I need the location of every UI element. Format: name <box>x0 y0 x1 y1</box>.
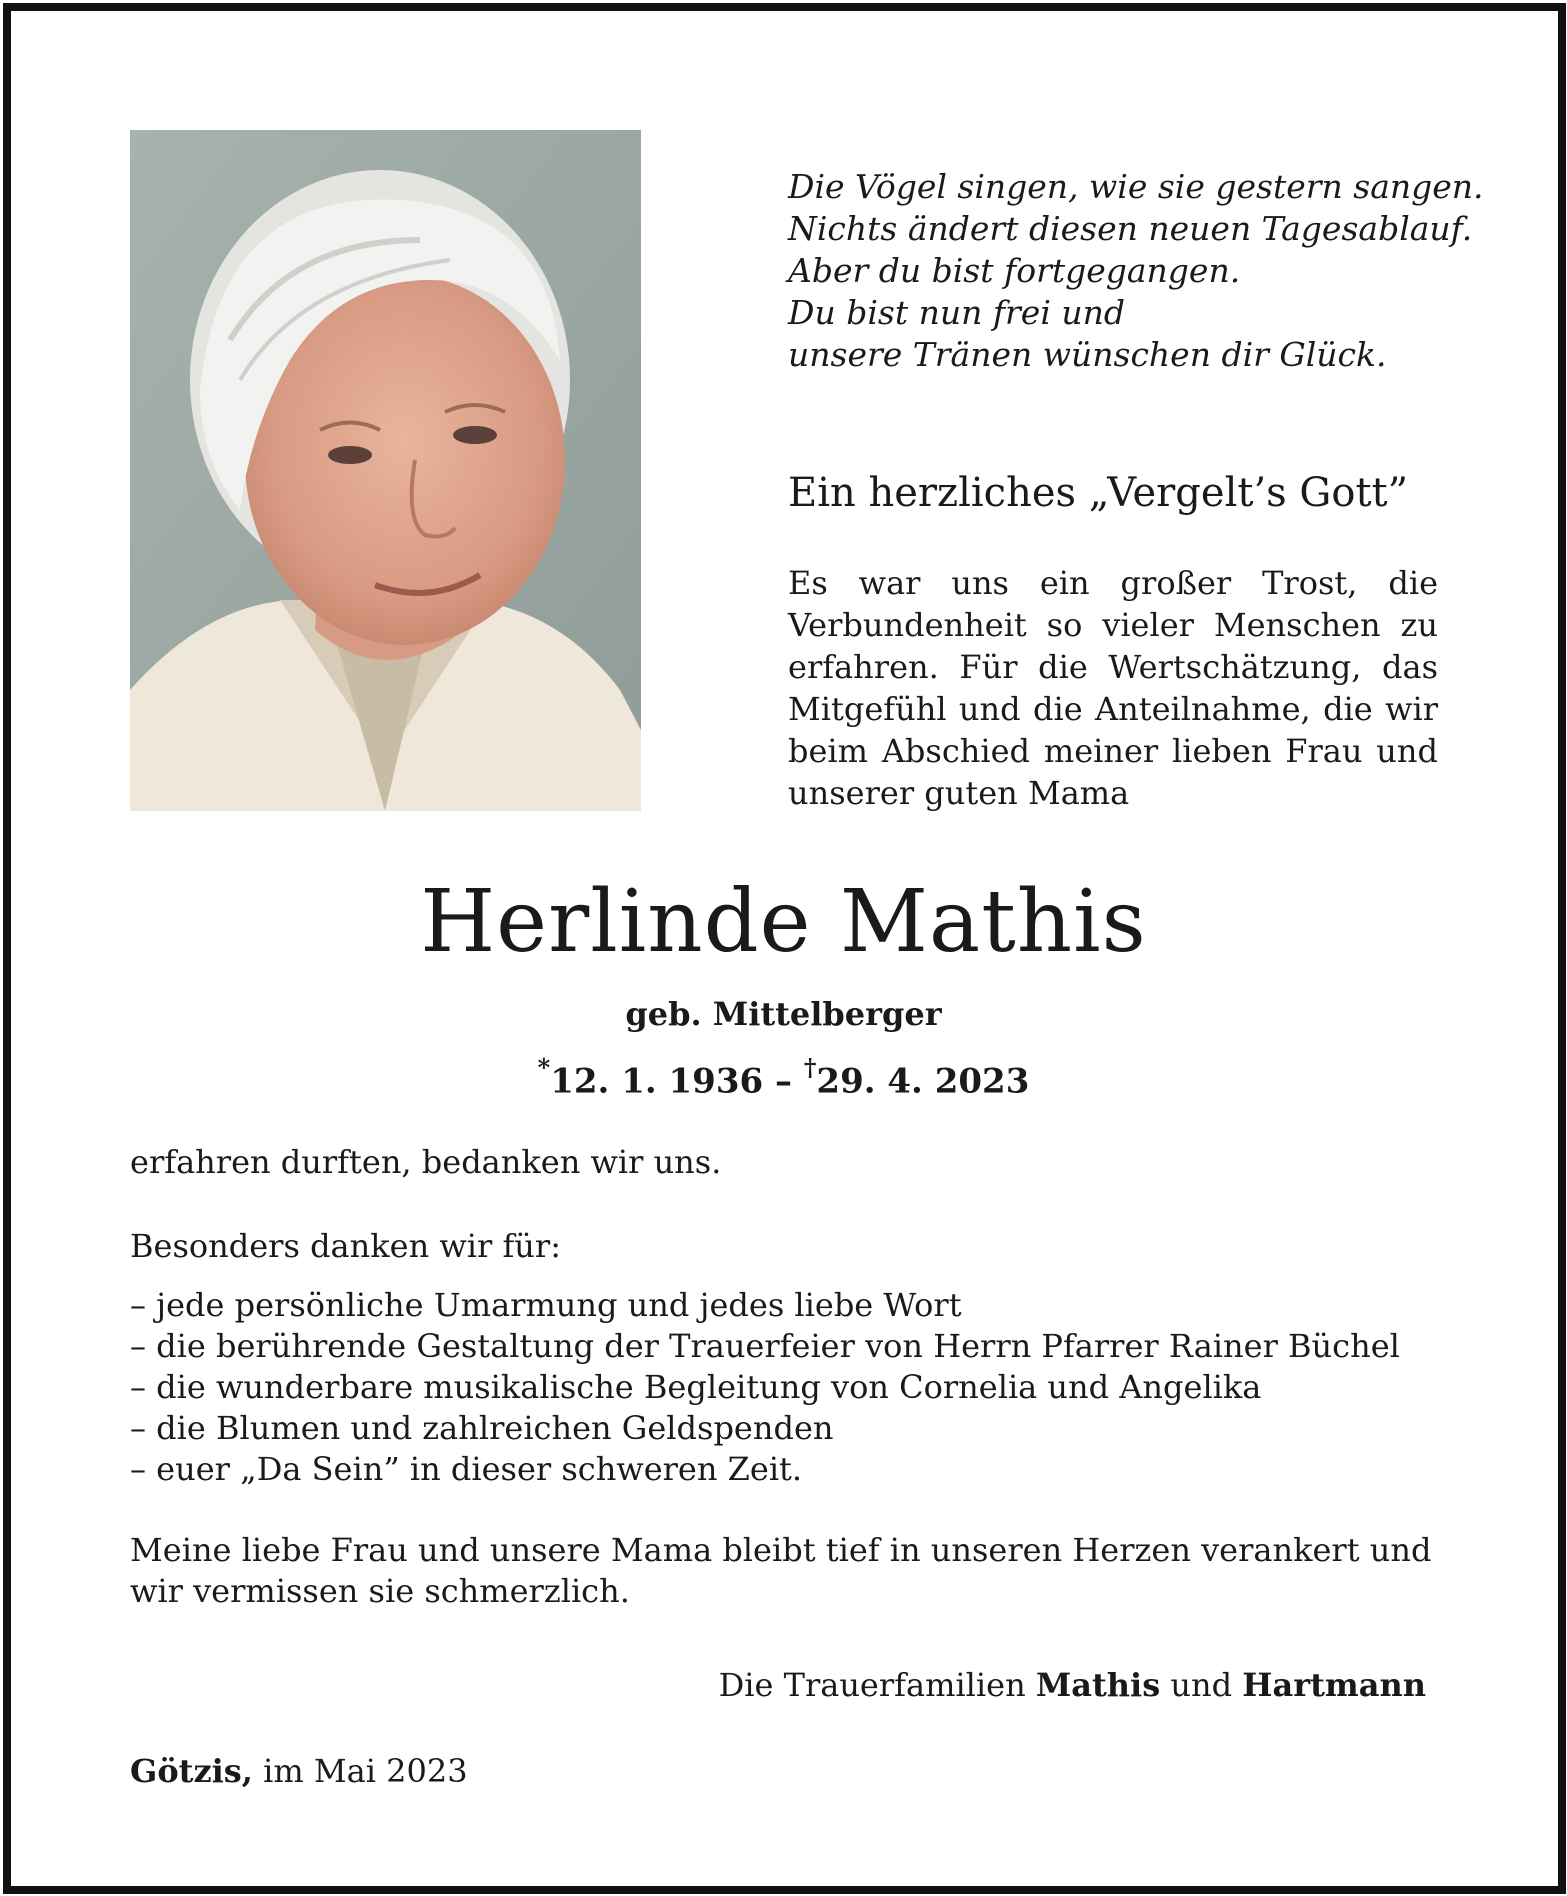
special-thanks-intro: Besonders danken wir für: <box>130 1227 561 1265</box>
signature-prefix: Die Trauerfamilien <box>718 1666 1026 1704</box>
poem-line: Aber du bist fortgegangen. <box>788 251 1241 290</box>
poem <box>788 166 1508 376</box>
poem-line: Du bist nun frei und <box>788 293 1126 332</box>
signature <box>719 1666 1426 1704</box>
list-item: – die berührende Gestaltung der Trauerfeier von Herrn Pfarrer Rainer Büchel <box>130 1327 1400 1365</box>
list-item: – euer „Da Sein” in dieser schweren Zeit. <box>130 1450 803 1488</box>
place-date <box>130 1752 468 1790</box>
thanks-heading: Ein herzliches „Vergelt’s Gott” <box>788 470 1409 516</box>
portrait-photo <box>130 130 641 811</box>
date: im Mai 2023 <box>263 1752 468 1790</box>
death-date: 29. 4. 2023 <box>816 1061 1030 1102</box>
list-item: – jede persönliche Umarmung und jedes liebe Wort <box>130 1286 962 1324</box>
date-separator: – <box>775 1061 792 1102</box>
family-name-1: Mathis <box>1035 1666 1161 1704</box>
birth-date: 12. 1. 1936 <box>550 1061 764 1102</box>
list-item: – die wunderbare musikalische Begleitung von Cornelia und Angelika <box>130 1368 1262 1406</box>
intro-paragraph: Es war uns ein großer Trost, die Verbundenheit so vieler Menschen zu erfahren. Für die Wertschätzung, das Mitgefühl und die Anteilnahme, die wir beim Abschied meiner lieben Frau und unserer guten Mama <box>788 564 1438 812</box>
maiden-name: geb. Mittelberger <box>625 995 942 1033</box>
poem-line: unsere Tränen wünschen dir Glück. <box>788 335 1387 374</box>
life-dates <box>0 1053 1567 1102</box>
birth-symbol: * <box>537 1053 551 1082</box>
deceased-name: Herlinde Mathis <box>420 872 1147 972</box>
family-name-2: Hartmann <box>1242 1666 1426 1704</box>
signature-connector: und <box>1170 1666 1233 1704</box>
town: Götzis, <box>130 1752 253 1790</box>
poem-line: Nichts ändert diesen neuen Tagesablauf. <box>788 209 1473 248</box>
list-item: – die Blumen und zahlreichen Geldspenden <box>130 1409 834 1447</box>
closing-paragraph: Meine liebe Frau und unsere Mama bleibt tief in unseren Herzen verankert und wir vermissen sie schmerzlich. <box>130 1531 1432 1610</box>
special-thanks-list <box>130 1285 1450 1490</box>
death-symbol: † <box>803 1053 817 1082</box>
continuation-text: erfahren durften, bedanken wir uns. <box>130 1143 722 1181</box>
poem-line: Die Vögel singen, wie sie gestern sangen. <box>788 167 1484 206</box>
